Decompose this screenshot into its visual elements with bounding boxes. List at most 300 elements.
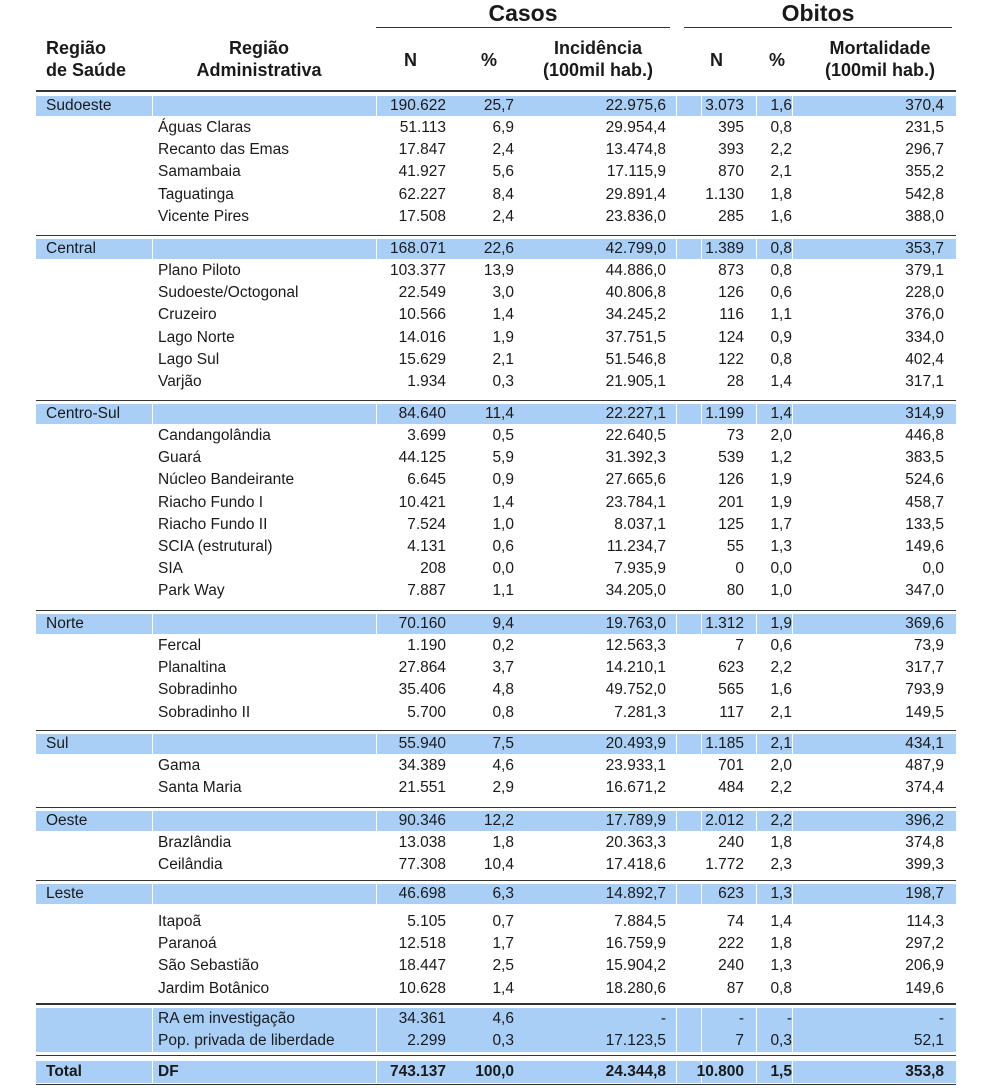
header-n: N — [404, 50, 417, 70]
cell-n: 1.190 — [407, 637, 446, 654]
cell-ra: SCIA (estrutural) — [158, 538, 273, 555]
extra-row — [36, 1030, 956, 1052]
cell-ra: Taguatinga — [158, 185, 234, 203]
table-row — [36, 933, 956, 955]
cell-inc: 34.205,0 — [605, 582, 666, 600]
cell-n: 62.227 — [398, 185, 446, 203]
cell-mort: 446,8 — [905, 427, 944, 444]
table-row — [36, 139, 956, 161]
cell-opct: 1,6 — [770, 681, 792, 699]
cell-on: 201 — [718, 493, 744, 511]
cell-on: 3.073 — [705, 97, 744, 114]
cell-ra: Núcleo Bandeirante — [158, 471, 295, 489]
cell-opct: 0,8 — [770, 350, 792, 368]
cell-inc: 23.933,1 — [605, 757, 666, 774]
header-incidencia: Incidência (100mil hab.) — [542, 38, 654, 80]
cell-on: 7 — [735, 637, 744, 654]
cell-pct: 5,9 — [492, 449, 514, 467]
cell-pct: 2,5 — [492, 957, 514, 975]
cell-pct: 0,3 — [492, 373, 514, 390]
cell-ra: Ceilândia — [158, 856, 223, 874]
cell-pct: 8,4 — [492, 185, 514, 203]
header-mortalidade: Mortalidade (100mil hab.) — [824, 38, 936, 80]
cell-mort: - — [938, 1010, 944, 1027]
cell-on: 28 — [726, 373, 744, 390]
table-row — [36, 657, 956, 679]
cell-n: 90.346 — [398, 812, 446, 829]
cell-inc: 15.904,2 — [605, 957, 666, 975]
cell-pct: 0,0 — [492, 560, 514, 578]
cell-inc: 42.799,0 — [605, 240, 666, 257]
cell-on: 80 — [726, 582, 744, 600]
cell-on: 870 — [718, 163, 744, 181]
cell-ra: Samambaia — [158, 163, 241, 181]
cell-rs: Total — [46, 1063, 82, 1080]
header-obitos-pct: % — [769, 50, 786, 70]
cell-inc: 21.905,1 — [605, 373, 666, 390]
cell-n: 168.071 — [389, 240, 446, 257]
cell-ra: Planaltina — [158, 659, 227, 677]
table-row — [36, 635, 956, 657]
cell-ra: Plano Piloto — [158, 262, 241, 279]
cell-n: 743.137 — [389, 1063, 446, 1080]
header-bottom-rule — [36, 90, 956, 92]
cell-inc: 16.759,9 — [605, 935, 666, 953]
table-row — [36, 327, 956, 349]
cell-mort: 458,7 — [905, 493, 944, 511]
cell-inc: 27.665,6 — [605, 471, 666, 489]
group-rule — [36, 807, 956, 808]
table-row — [36, 206, 956, 228]
cell-opct: 2,1 — [770, 163, 792, 181]
cell-n: 208 — [420, 560, 446, 578]
cell-n: 10.628 — [398, 979, 446, 997]
table-row — [36, 832, 956, 854]
cell-ra: Guará — [158, 449, 202, 467]
cell-n: 10.421 — [398, 493, 446, 511]
group-row — [36, 734, 956, 754]
cell-n: 10.566 — [398, 306, 446, 324]
cell-pct: 4,8 — [492, 681, 514, 699]
cell-pct: 3,7 — [492, 659, 514, 677]
cell-n: 35.406 — [398, 681, 446, 699]
cell-n: 14.016 — [398, 328, 446, 346]
cell-opct: 0,6 — [770, 284, 792, 302]
cell-mort: 396,2 — [905, 812, 944, 829]
cell-inc: 19.763,0 — [605, 615, 666, 632]
header-pct: % — [481, 50, 498, 70]
cell-on: 395 — [718, 119, 744, 136]
cell-ra: Sudoeste/Octogonal — [158, 284, 299, 302]
cell-mort: 297,2 — [905, 935, 944, 953]
cell-inc: 24.344,8 — [605, 1063, 666, 1080]
cell-inc: 49.752,0 — [605, 681, 666, 699]
cell-pct: 1,8 — [492, 834, 514, 851]
cell-inc: 29.954,4 — [605, 119, 666, 136]
cell-pct: 13,9 — [483, 262, 514, 279]
cell-ra: Brazlândia — [158, 834, 232, 851]
cell-n: 6.645 — [407, 471, 446, 489]
cell-opct: 1,9 — [770, 615, 792, 632]
cell-inc: 20.493,9 — [605, 735, 666, 752]
cell-n: 190.622 — [389, 97, 446, 114]
cell-pct: 0,5 — [492, 427, 514, 444]
cell-ra: Itapoã — [158, 913, 202, 930]
group-rule — [36, 730, 956, 731]
cell-inc: 34.245,2 — [605, 306, 666, 324]
header-casos-underline — [376, 27, 670, 28]
cell-mort: 793,9 — [905, 681, 944, 699]
cell-n: 4.131 — [407, 538, 446, 555]
cell-on: 285 — [718, 207, 744, 225]
cell-rs: Oeste — [46, 812, 88, 829]
cell-on: 55 — [726, 538, 744, 555]
cell-ra: Cruzeiro — [158, 306, 217, 324]
cell-n: 5.105 — [407, 913, 446, 930]
cell-on: 116 — [719, 306, 744, 324]
group-row — [36, 884, 956, 904]
header-obitos: Obitos — [781, 0, 855, 26]
group-rule — [36, 1055, 956, 1056]
cell-mort: 402,4 — [905, 350, 944, 368]
cell-pct: 1,1 — [492, 582, 514, 600]
group-row — [36, 614, 956, 634]
cell-opct: 2,2 — [770, 659, 792, 677]
cell-on: 0 — [735, 560, 744, 578]
cell-opct: 0,9 — [770, 328, 792, 346]
cell-pct: 11,4 — [484, 405, 514, 422]
cell-n: 44.125 — [398, 449, 446, 467]
cell-mort: 487,9 — [905, 757, 944, 774]
cell-inc: 7.935,9 — [614, 560, 666, 578]
cell-on: 126 — [718, 471, 744, 489]
group-row — [36, 96, 956, 116]
cell-inc: 23.784,1 — [605, 493, 666, 511]
table-row — [36, 469, 956, 491]
extra-row — [36, 1008, 956, 1030]
cell-inc: 7.281,3 — [614, 703, 666, 721]
cell-pct: 0,9 — [492, 471, 514, 489]
cell-ra: São Sebastião — [158, 957, 259, 975]
cell-pct: 100,0 — [475, 1063, 514, 1080]
cell-inc: 14.892,7 — [605, 885, 666, 902]
cell-rs: Central — [46, 240, 96, 257]
table-row — [36, 536, 956, 558]
cell-pct: 1,4 — [492, 493, 514, 511]
cell-mort: 228,0 — [905, 284, 944, 302]
table-row — [36, 425, 956, 447]
cell-on: 125 — [718, 515, 744, 533]
cell-inc: 17.115,9 — [606, 163, 666, 181]
table-row — [36, 117, 956, 139]
cell-mort: 296,7 — [905, 141, 944, 159]
cell-opct: 0,8 — [770, 262, 792, 279]
cell-mort: 0,0 — [922, 560, 944, 578]
header-regiao-administrativa: Região Administrativa — [196, 38, 322, 80]
cell-opct: 1,8 — [770, 185, 792, 203]
cell-pct: 25,7 — [483, 97, 514, 114]
cell-ra: Fercal — [158, 637, 202, 654]
cell-opct: 1,4 — [770, 405, 792, 422]
cell-ra: Vicente Pires — [158, 207, 250, 225]
cell-n: 17.508 — [398, 207, 446, 225]
cell-mort: 149,6 — [905, 979, 944, 997]
group-row — [36, 404, 956, 424]
cell-ra: Gama — [158, 757, 201, 774]
cell-opct: 2,1 — [770, 703, 792, 721]
cell-n: 27.864 — [398, 659, 446, 677]
cell-n: 7.524 — [407, 515, 446, 533]
cell-inc: 13.474,8 — [605, 141, 666, 159]
column-separator — [792, 404, 793, 424]
cell-on: 1.185 — [705, 735, 744, 752]
cell-ra: SIA — [158, 560, 183, 578]
cell-opct: 0,8 — [770, 240, 792, 257]
table-row — [36, 755, 956, 777]
cell-on: 73 — [726, 427, 744, 444]
cell-inc: 22.640,5 — [605, 427, 666, 444]
group-rule — [36, 610, 956, 611]
cell-pct: 9,4 — [492, 615, 514, 632]
cell-mort: 399,3 — [905, 856, 944, 874]
cell-mort: 524,6 — [905, 471, 944, 489]
cell-mort: 542,8 — [905, 185, 944, 203]
cell-mort: 374,8 — [905, 834, 944, 851]
cell-opct: 1,7 — [770, 515, 792, 533]
cell-on: 10.800 — [696, 1063, 744, 1080]
cell-inc: 12.563,3 — [605, 637, 666, 654]
cell-opct: 1,3 — [770, 538, 792, 555]
cell-n: 3.699 — [407, 427, 446, 444]
cell-n: 13.038 — [398, 834, 446, 851]
cell-on: 623 — [718, 659, 744, 677]
cell-on: 2.012 — [705, 812, 744, 829]
column-separator — [792, 1030, 793, 1052]
cell-pct: 2,9 — [492, 779, 514, 797]
cell-opct: 2,0 — [770, 427, 792, 444]
cell-inc: - — [660, 1010, 666, 1027]
table-row — [36, 777, 956, 799]
table-row — [36, 978, 956, 1000]
cell-mort: 353,7 — [905, 240, 944, 257]
cell-pct: 1,7 — [492, 935, 514, 953]
table-row — [36, 371, 956, 393]
cell-opct: 2,2 — [770, 779, 792, 797]
cell-pct: 2,4 — [492, 141, 514, 159]
cell-inc: 23.836,0 — [605, 207, 666, 225]
cell-ra: Varjão — [158, 373, 202, 390]
cell-ra: Sobradinho II — [158, 703, 251, 721]
cell-n: 103.377 — [389, 262, 446, 279]
cell-inc: 29.891,4 — [605, 185, 666, 203]
cell-ra: Pop. privada de liberdade — [158, 1032, 335, 1049]
cell-mort: 379,1 — [905, 262, 944, 279]
cell-on: - — [738, 1010, 744, 1027]
cell-opct: 2,1 — [770, 735, 792, 752]
cell-opct: 1,0 — [770, 582, 792, 600]
cell-inc: 17.123,5 — [605, 1032, 666, 1049]
column-separator — [792, 1061, 793, 1083]
header-obitos-n: N — [710, 50, 723, 70]
cell-inc: 37.751,5 — [605, 328, 666, 346]
cell-inc: 18.280,6 — [605, 979, 666, 997]
cell-mort: 334,0 — [905, 328, 944, 346]
cell-on: 240 — [718, 957, 744, 975]
cell-opct: 1,4 — [770, 913, 792, 930]
cell-inc: 20.363,3 — [605, 834, 666, 851]
cell-mort: 353,8 — [905, 1063, 944, 1080]
cell-mort: 355,2 — [905, 163, 944, 181]
cell-n: 17.847 — [398, 141, 446, 159]
cell-mort: 198,7 — [905, 885, 944, 902]
cell-rs: Sul — [46, 735, 69, 752]
cell-n: 51.113 — [399, 119, 446, 136]
table-row — [36, 260, 956, 282]
cell-opct: 0,6 — [770, 637, 792, 654]
group-row — [36, 811, 956, 831]
cell-on: 623 — [718, 885, 744, 902]
cell-inc: 11.234,7 — [606, 538, 666, 555]
cell-inc: 8.037,1 — [614, 515, 666, 533]
column-separator — [792, 734, 793, 754]
column-separator — [792, 811, 793, 831]
cell-on: 1.199 — [705, 405, 744, 422]
cell-pct: 4,6 — [492, 757, 514, 774]
table-row — [36, 679, 956, 701]
header-obitos-underline — [684, 27, 952, 28]
cell-mort: 374,4 — [905, 779, 944, 797]
header-casos: Casos — [488, 0, 558, 26]
cell-n: 15.629 — [398, 350, 446, 368]
table-row — [36, 492, 956, 514]
cell-pct: 0,6 — [492, 538, 514, 555]
cell-ra: Paranoá — [158, 935, 217, 953]
cell-n: 55.940 — [398, 735, 446, 752]
group-rule — [36, 1084, 956, 1085]
column-separator — [792, 96, 793, 116]
cell-mort: 73,9 — [913, 637, 944, 654]
cell-n: 21.551 — [398, 779, 446, 797]
cell-ra: Jardim Botânico — [158, 979, 270, 997]
cell-on: 7 — [735, 1032, 744, 1049]
cell-opct: 1,3 — [770, 885, 792, 902]
cell-rs: Centro-Sul — [46, 405, 121, 422]
cell-opct: 1,8 — [770, 834, 792, 851]
table-row — [36, 580, 956, 602]
cell-n: 70.160 — [398, 615, 446, 632]
table-row — [36, 558, 956, 580]
cell-n: 18.447 — [398, 957, 446, 975]
column-separator — [792, 614, 793, 634]
cell-mort: 370,4 — [905, 97, 944, 114]
cell-on: 1.772 — [705, 856, 744, 874]
cell-pct: 0,8 — [492, 703, 514, 721]
table-row — [36, 349, 956, 371]
column-separator — [792, 1008, 793, 1030]
cell-ra: Riacho Fundo I — [158, 493, 264, 511]
cell-opct: 0,3 — [770, 1032, 792, 1049]
cell-opct: 2,0 — [770, 757, 792, 774]
table-row — [36, 282, 956, 304]
column-separator — [792, 239, 793, 259]
cell-pct: 4,6 — [492, 1010, 514, 1027]
cell-mort: 347,0 — [905, 582, 944, 600]
table-row — [36, 702, 956, 724]
cell-pct: 1,0 — [492, 515, 514, 533]
cell-mort: 206,9 — [905, 957, 944, 975]
cell-mort: 376,0 — [905, 306, 944, 324]
cell-opct: - — [786, 1010, 792, 1027]
header-regiao-saude: Região de Saúde — [46, 38, 127, 80]
group-row — [36, 239, 956, 259]
cell-opct: 1,6 — [770, 207, 792, 225]
cell-opct: 1,8 — [770, 935, 792, 953]
cell-ra: Lago Norte — [158, 328, 235, 346]
cell-ra: RA em investigação — [158, 1010, 295, 1027]
cell-ra: DF — [158, 1063, 179, 1080]
cell-inc: 31.392,3 — [605, 449, 666, 467]
cell-inc: 7.884,5 — [614, 913, 666, 930]
cell-inc: 44.886,0 — [605, 262, 666, 279]
cell-opct: 0,8 — [770, 119, 792, 136]
cell-inc: 51.546,8 — [605, 350, 666, 368]
cell-opct: 1,4 — [770, 373, 792, 390]
table-row — [36, 304, 956, 326]
cell-opct: 2,2 — [770, 141, 792, 159]
cell-on: 1.389 — [705, 240, 744, 257]
cell-on: 539 — [718, 449, 744, 467]
cell-inc: 40.806,8 — [605, 284, 666, 302]
cell-inc: 14.210,1 — [605, 659, 666, 677]
cell-n: 34.361 — [398, 1010, 446, 1027]
cell-on: 222 — [718, 935, 744, 953]
cell-pct: 0,7 — [492, 913, 514, 930]
cell-n: 34.389 — [398, 757, 446, 774]
cell-on: 1.312 — [705, 615, 744, 632]
cell-on: 74 — [726, 913, 744, 930]
cell-inc: 17.789,9 — [605, 812, 666, 829]
cell-on: 393 — [718, 141, 744, 159]
cell-ra: Santa Maria — [158, 779, 242, 797]
cell-opct: 1,3 — [770, 957, 792, 975]
table-row — [36, 955, 956, 977]
group-rule — [36, 1003, 956, 1005]
cell-n: 22.549 — [398, 284, 446, 302]
cell-opct: 1,9 — [770, 493, 792, 511]
table-row — [36, 161, 956, 183]
cell-on: 240 — [718, 834, 744, 851]
cell-mort: 133,5 — [905, 515, 944, 533]
cell-on: 873 — [718, 262, 744, 279]
cell-pct: 1,9 — [492, 328, 514, 346]
cell-mort: 317,1 — [905, 373, 944, 390]
cell-mort: 317,7 — [905, 659, 944, 677]
cell-opct: 1,1 — [770, 306, 792, 324]
cell-on: 1.130 — [705, 185, 744, 203]
cell-opct: 1,9 — [770, 471, 792, 489]
cell-opct: 1,2 — [770, 449, 792, 467]
cell-ra: Sobradinho — [158, 681, 238, 699]
cell-pct: 6,9 — [492, 119, 514, 136]
cell-rs: Leste — [46, 885, 84, 902]
cell-pct: 2,4 — [492, 207, 514, 225]
group-rule — [36, 400, 956, 401]
cell-mort: 52,1 — [913, 1032, 944, 1049]
table-row — [36, 911, 956, 933]
cell-rs: Sudoeste — [46, 97, 112, 114]
cell-mort: 149,5 — [905, 703, 944, 721]
cell-mort: 231,5 — [905, 119, 944, 136]
